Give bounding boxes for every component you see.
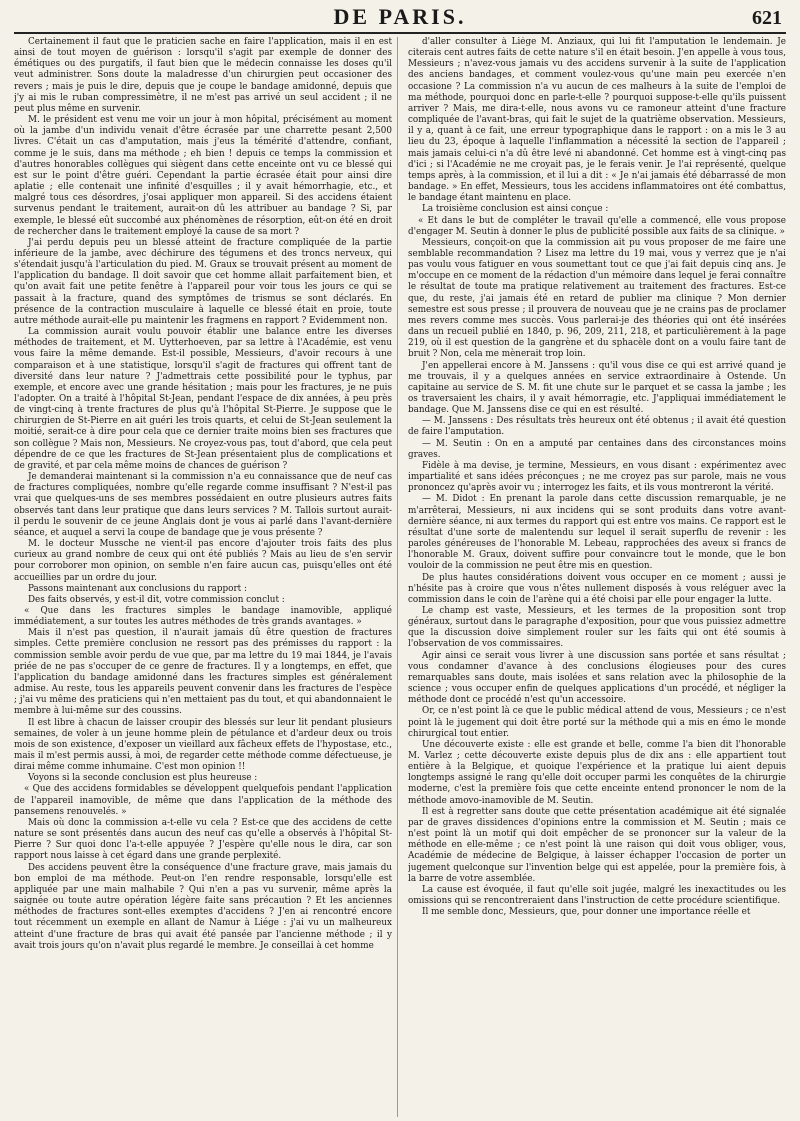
paragraph: La commission aurait voulu pouvoir établir une balance entre les diverses méthodes de traitement, et M. Uytterhoeven, par sa lettre à l'Académie, est venu vous faire la même demande. Est-il possible, Messieurs, d'avoir recours à une comparaison et à une statistique, lorsqu'il s'agit de fractures qui offrent tant de diversité dans leur nature ? J'admettrais cette possibilité pour le typhus, par exemple, et encore avec une grande hésitation ; mais pour les fractures, je ne puis l'adopter. On a traité à l'hôpital St-Jean, pendant l'espace de dix années, à peu près de vingt-cinq à trente fractures de plus qu'à l'hôpital St-Pierre. Je suppose que le chirurgien de St-Pierre en ait guéri les trois quarts, et celui de St-Jean seulement la moitié, serait-ce à dire pour cela que ce dernier traite moins bien ses fractures que son collègue ? Mais non, Messieurs. Ne croyez-vous pas, tout d'abord, que cela peut dépendre de ce que les fractures de St-Jean présentaient plus de complications et de gravité, et par cela même moins de chances de guérison ? (14, 327, 392, 471)
paragraph: Il est à regretter sans doute que cette présentation académique ait été signalée par de graves dissidences d'opinions entre la commission et M. Seutin ; mais ce n'est point là un motif qui doit empêcher de se prononcer sur la valeur de la méthode en elle-même ; ce n'est point là une raison qui doit vous obliger, vous, Académie de médecine de Belgique, à laisser échapper l'occasion de porter un jugement quelconque sur l'invention belge qui est appelée, pour la première fois, à la barre de votre assemblée. (408, 806, 786, 884)
paragraph: Mais il n'est pas question, il n'aurait jamais dû être question de fractures simples. Cette première conclusion ne ressort pas des prémisses du rapport : la commission semble avoir perdu de vue que, par ma lettre du 19 mai 1844, je l'avais priée de ne pas s'occuper de ce genre de fractures. Il y a longtemps, en effet, que l'application du bandage amidonné dans les fractures simples est généralement admise. Au reste, tous les appareils peuvent convenir dans les fractures de l'espèce ; j'ai vu même des praticiens qui n'en mettaient pas du tout, et qui abandonnaient le membre à lui-même sur des coussins. (14, 628, 392, 717)
paragraph: Agir ainsi ce serait vous livrer à une discussion sans portée et sans résultat ; vous condamner d'avance à des conclusions élogieuses pour des cures remarquables sans doute, mais isolées et sans relation avec la philosophie de la science ; vous occuper enfin de quelques applications d'un procédé, et négliger la méthode dont ce procédé n'est qu'un accessoire. (408, 650, 786, 706)
left-column (14, 37, 398, 1117)
paragraph: Des faits observés, y est-il dit, votre commission conclut : (28, 594, 285, 605)
paragraph: d'aller consulter à Liége M. Anziaux, qui lui fit l'amputation le lendemain. Je citerais cent autres faits de cette nature s'il en était besoin. J'en appelle à vous tous, Messieurs ; n'avez-vous jamais vu des accidens survenir à la suite de l'application des anciens bandages, et comment voulez-vous qu'une main peu exercée n'en occasione ? La commission n'a vu aucun de ces malheurs à la suite de l'emploi de ma méthode, pourquoi donc en parle-t-elle ? pourquoi suppose-t-elle qu'ils puissent arriver ? Mais, me dira-t-elle, nous avons vu ce ramoneur atteint d'une fracture compliquée de l'avant-bras, qui fait le sujet de la quatrième observation. Messieurs, il y a, quant à ce fait, une erreur typographique dans le rapport : on a mis le 3 au lieu du 23, époque à laquelle l'inflammation a nécessité la section de l'appareil ; mais jamais celui-ci n'a dû être levé ni abandonné. Cet homme est à vingt-cinq pas d'ici ; si l'Académie ne me croyait pas, je le ferais venir. Je l'ai représenté, quelque temps après, à la commission, et il lui a dit : « Je n'ai jamais été débarrassé de mon bandage. » En effet, Messieurs, tous les accidens inflammatoires ont été combattus, le bandage étant maintenu en place. (408, 37, 786, 204)
paragraph: Or, ce n'est point là ce que le public médical attend de vous, Messieurs ; ce n'est point là le jugement qui doit être porté sur la méthode qui a mis en émo le monde chirurgical tout entier. (408, 706, 786, 739)
paragraph: Certainement il faut que le praticien sache en faire l'application, mais il en est ainsi de tout moyen de guérison : lorsqu'il s'agit par exemple de donner des émétiques ou des purgatifs, il faut bien que le médecin connaisse les doses qu'il veut administrer. Sons doute la maladresse d'un chirurgien peut occasioner des revers ; mais je puis le dire, depuis que je coupe le bandage amidonné, depuis que j'y ai mis le ruban compressimètre, il ne m'est pas arrivé un seul accident ; il ne peut plus même en survenir. (14, 37, 392, 114)
paragraph: Passons maintenant aux conclusions du rapport : (28, 583, 247, 594)
paragraph: De plus hautes considérations doivent vous occuper en ce moment ; aussi je n'hésite pas à croire que vous n'êtes nullement disposés à vous reléguer avec la commission dans le coin de l'arène qui a été choisi par elle pour engager la lutte. (408, 572, 786, 605)
right-column (408, 37, 786, 1117)
paragraph: La troisième conclusion est ainsi conçue : (422, 204, 609, 215)
paragraph: Le champ est vaste, Messieurs, et les termes de la proposition sont trop généraux, surtout dans le paragraphe d'exposition, pour que vous puissiez admettre que la discussion doive simplement rouler sur les faits qui ont été soumis à l'observation de vos commissaires. (408, 605, 786, 650)
paragraph: « Que des accidens formidables se développent quelquefois pendant l'application de l'appareil inamovible, de même que dans l'application de la méthode des pansemens renouvelés. » (14, 784, 392, 817)
paragraph: J'en appellerai encore à M. Janssens : qu'il vous dise ce qui est arrivé quand je me trouvais, il y a quelques années en service extraordinaire à Ostende. Un capitaine au service de S. M. fit une chute sur le parquet et se cassa la jambe ; les os traversaient les chairs, il y avait hémorragie, etc. J'appliquai immédiatement le bandage. Que M. Janssens dise ce qui en est résulté. (408, 360, 786, 416)
paragraph: Je demanderai maintenant si la commission n'a eu connaissance que de neuf cas de fractures compliquées, nombre qu'elle regarde comme insuffisant ? N'est-il pas vrai que quelques-uns de ses membres possédaient en outre plusieurs autres faits observés tant dans leur pratique que dans leurs services ? M. Tallois surtout aurait-il perdu le souvenir de ce jeune Anglais dont je vous ai parlé dans l'avant-dernière séance, et auquel a servi la coupe de bandage que je vous présente ? (14, 472, 392, 538)
paragraph: Messieurs, conçoit-on que la commission ait pu vous proposer de me faire une semblable recommandation ? Lisez ma lettre du 19 mai, vous y verrez que je n'ai pas voulu vous fatiguer en vous soumettant tout ce que j'ai fait depuis cinq ans. Je m'occupe en ce moment de la rédaction d'un mémoire dans lequel je ferai connaître le résultat de toute ma pratique relativement au traitement des fractures. Est-ce que, du reste, j'ai jamais été en retard de publier ma clinique ? Mon dernier semestre est sous presse ; il prouvera de nouveau que je ne crains pas de proclamer mes revers comme mes succès. Vous parlerai-je des théories qui ont été insérées dans un recueil publié en 1840, p. 96, 209, 211, 218, et particulièrement à la page 219, où il est question de la gangrène et du sphacèle dont on a voulu faire tant de bruit ? Non, cela me mènerait trop loin. (408, 237, 786, 360)
paragraph: — M. Seutin : On en a amputé par centaines dans des circonstances moins graves. (408, 438, 786, 460)
paragraph: Fidèle à ma devise, je termine, Messieurs, en vous disant : expérimentez avec impartialité et sans idées préconçues ; ne me croyez pas sur parole, mais ne vous prononcez qu'après avoir vu ; interrogez les faits, et ils vous montreront la vérité. (408, 460, 786, 494)
page-title: DE PARIS. (333, 4, 467, 29)
paragraph: Mais où donc la commission a-t-elle vu cela ? Est-ce que des accidens de cette nature se sont présentés dans aucun des neuf cas qu'elle a observés à l'hôpital St-Pierre ? Sur quoi donc l'a-t-elle appuyée ? J'espère qu'elle nous le dira, car son rapport nous laisse à cet égard dans une grande perplexité. (14, 817, 392, 862)
paragraph: Voyons si la seconde conclusion est plus heureuse : (28, 773, 258, 784)
paragraph: La cause est évoquée, il faut qu'elle soit jugée, malgré les inexactitudes ou les omissions qui se rencontreraient dans l'instruction de cette procédure scientifique. (408, 884, 786, 907)
paragraph: « Que dans les fractures simples le bandage inamovible, appliqué immédiatement, a sur toutes les autres méthodes de très grands avantages. » (14, 605, 392, 628)
text-columns (14, 37, 786, 1117)
paragraph: « Et dans le but de compléter le travail qu'elle a commencé, elle vous propose d'engager M. Seutin à donner le plus de publicité possible aux faits de sa clinique. » (408, 215, 786, 237)
paragraph: Une découverte existe : elle est grande et belle, comme l'a bien dit l'honorable M. Varlez ; cette découverte existe depuis plus de dix ans : elle appartient tout entière à la Belgique, et quoique l'expérience et la pratique lui aient depuis longtemps assigné le rang qu'elle doit occuper parmi les conquêtes de la chirurgie moderne, c'est la première fois que cette enceinte entend prononcer le nom de la méthode amovo-inamovible de M. Seutin. (408, 739, 786, 806)
paragraph: M. le président est venu me voir un jour à mon hôpital, précisément au moment où la jambe d'un individu venait d'être écrasée par une charrette pesant 2,500 livres. C'était un cas d'amputation, mais j'eus la témérité d'attendre, confiant, comme je le suis, dans ma méthode ; eh bien ! depuis ce temps la commission et d'autres honorables collègues qui siègent dans cette enceinte ont vu ce blessé qui est sur le point d'être guéri. Cependant la partie écrasée était pour ainsi dire aplatie ; elle contenait une infinité d'esquilles ; il y avait hémorrhagie, etc., et malgré tous ces désordres, j'osai appliquer mon appareil. Si des accidens étaient survenus pendant le traitement, aurait-on dû les attribuer au bandage ? Si, par exemple, le blessé eût succombé aux phénomènes de résorption, eût-on été en droit de rechercher dans le traitement employé la cause de sa mort ? (14, 115, 392, 237)
paragraph: J'ai perdu depuis peu un blessé atteint de fracture compliquée de la partie inférieure de la jambe, avec déchirure des tégumens et des troncs nerveux, qui s'étendait jusqu'à l'articulation du pied. M. Graux se trouvait présent au moment de l'application du bandage. Il doit savoir que cet homme allait parfaitement bien, et qu'on avait fait une petite fenêtre à l'appareil pour voir tous les jours ce qui se passait à la fracture, quand des symptômes de trismus se sont déclarés. En présence de la contraction musculaire à laquelle ce blessé était en proie, toute autre méthode aurait-elle pu maintenir les fragmens en rapport ? Evidemment non. (14, 237, 392, 326)
paragraph: Il est libre à chacun de laisser croupir des blessés sur leur lit pendant plusieurs semaines, de voler à un jeune homme plein de pétulance et d'ardeur deux ou trois mois de son existence, d'exposer un vieillard aux fâcheux effets de l'hypostase, etc., mais il m'est permis aussi, à moi, de regarder cette méthode comme défectueuse, je dirai même comme inhumaine. C'est mon opinion !! (14, 717, 392, 773)
paragraph: — M. Didot : En prenant la parole dans cette discussion remarquable, je ne m'arrêterai, Messieurs, ni aux incidens qui se sont produits dans votre avant-dernière séance, ni aux termes du rapport qui est entre vos mains. Ce rapport est le résultat d'une sorte de malentendu sur lequel il serait superflu de revenir : les paroles généreuses de l'honorable M. Lebeau, rapprochées des aveux si francs de l'honorable M. Graux, doivent suffire pour convaincre tout le monde, que le bon vouloir de la commission ne peut être mis en question. (408, 494, 786, 572)
paragraph: Il me semble donc, Messieurs, que, pour donner une importance réelle et (422, 907, 751, 918)
paragraph: M. le docteur Mussche ne vient-il pas encore d'ajouter trois faits des plus curieux au grand nombre de ceux qui ont été publiés ? Mais au lieu de s'en servir pour corroborer mon opinion, on semble n'en faire aucun cas, puisqu'elles ont été accueillies par un ordre du jour. (14, 539, 392, 583)
paragraph: Des accidens peuvent être la conséquence d'une fracture grave, mais jamais du bon emploi de ma méthode. Peut-on l'en rendre responsable, lorsqu'elle est appliquée par une main malhabile ? Qui n'en a pas vu survenir, même après la saignée ou toute autre opération légère faite sans précaution ? Et les anciennes méthodes de fractures sont-elles exemptes d'accidens ? J'en ai rencontré encore tout récemment un exemple en allant de Namur à Liége : j'ai vu un malheureux atteint d'une fracture de bras qui avait été pansée par l'ancienne méthode ; il y avait trois jours qu'on n'avait plus regardé le membre. Je conseillai à cet homme (14, 862, 392, 951)
page-number: 621 (752, 7, 782, 29)
page-header (14, 6, 786, 34)
paragraph: — M. Janssens : Des résultats très heureux ont été obtenus ; il avait été question de faire l'amputation. (408, 416, 786, 438)
